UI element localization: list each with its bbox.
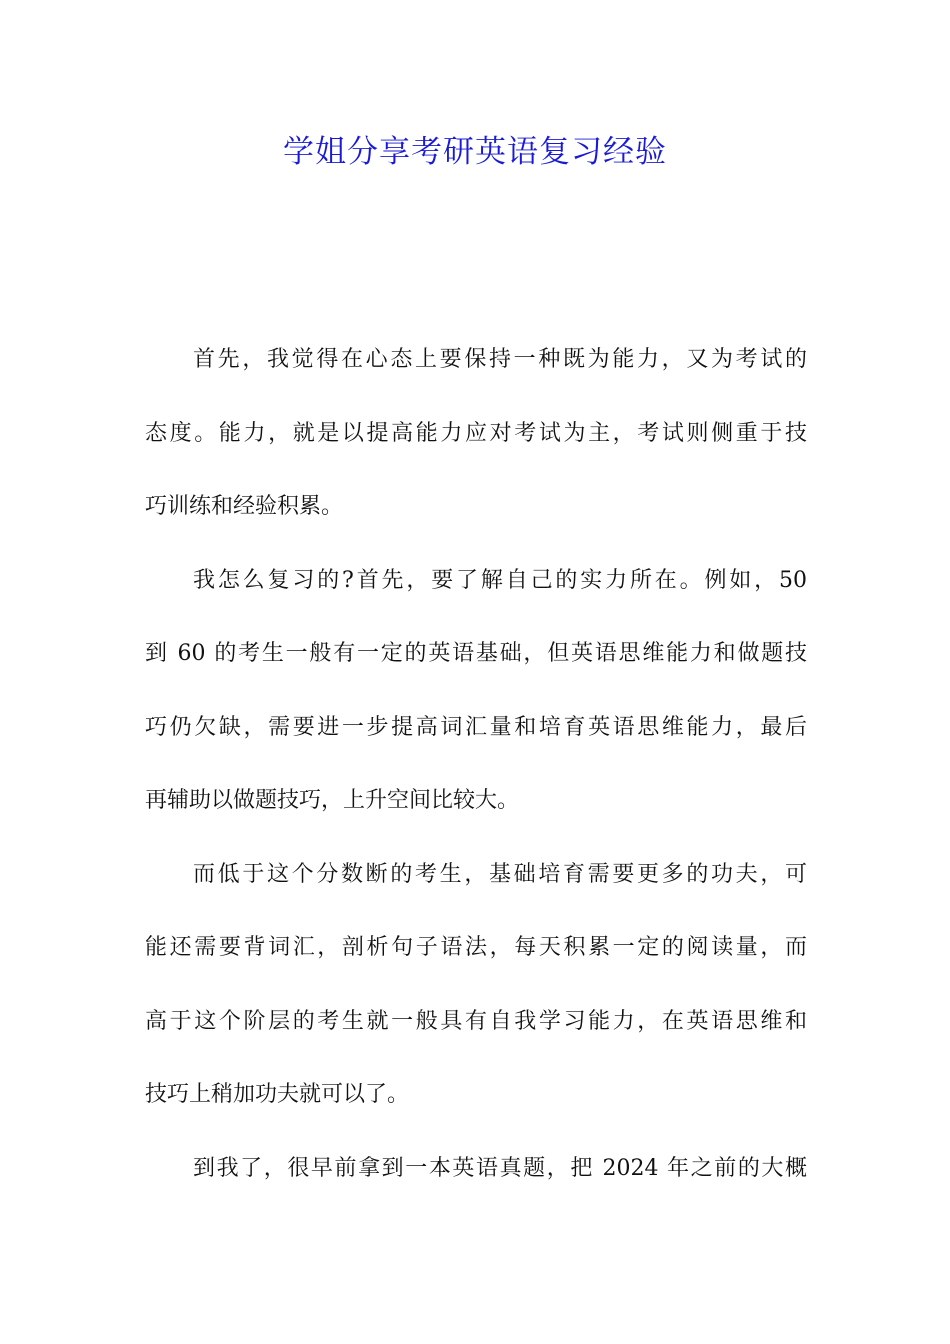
paragraph-line: 再辅助以做题技巧，上升空间比较大。 bbox=[145, 788, 520, 813]
paragraph-line: 首先，我觉得在心态上要保持一种既为能力，又为考试的 bbox=[193, 347, 807, 372]
paragraph-4 bbox=[145, 1148, 807, 1222]
paragraph-line: 能还需要背词汇，剖析句子语法，每天积累一定的阅读量，而 bbox=[145, 935, 807, 960]
paragraph-line: 巧训练和经验积累。 bbox=[145, 494, 344, 519]
paragraph-line: 高于这个阶层的考生就一般具有自我学习能力，在英语思维和 bbox=[145, 1008, 807, 1034]
paragraph-line: 到 60 的考生一般有一定的英语基础，但英语思维能力和做题技 bbox=[145, 641, 807, 666]
document-title: 学姐分享考研英语复习经验 bbox=[283, 134, 667, 170]
paragraph-3 bbox=[145, 854, 807, 1148]
paragraph-line: 我怎么复习的?首先，要了解自己的实力所在。例如，50 bbox=[193, 567, 807, 593]
paragraph-line: 到我了，很早前拿到一本英语真题，把 2024 年之前的大概 bbox=[193, 1155, 807, 1181]
paragraph-line: 态度。能力，就是以提高能力应对考试为主，考试则侧重于技 bbox=[145, 420, 807, 446]
paragraph-2 bbox=[145, 560, 807, 854]
paragraph-line: 而低于这个分数断的考生，基础培育需要更多的功夫，可 bbox=[193, 861, 807, 887]
paragraph-1 bbox=[145, 339, 807, 560]
paragraph-line: 巧仍欠缺，需要进一步提高词汇量和培育英语思维能力，最后 bbox=[145, 714, 807, 740]
paragraph-line: 技巧上稍加功夫就可以了。 bbox=[145, 1082, 410, 1107]
document-body bbox=[145, 339, 807, 1221]
